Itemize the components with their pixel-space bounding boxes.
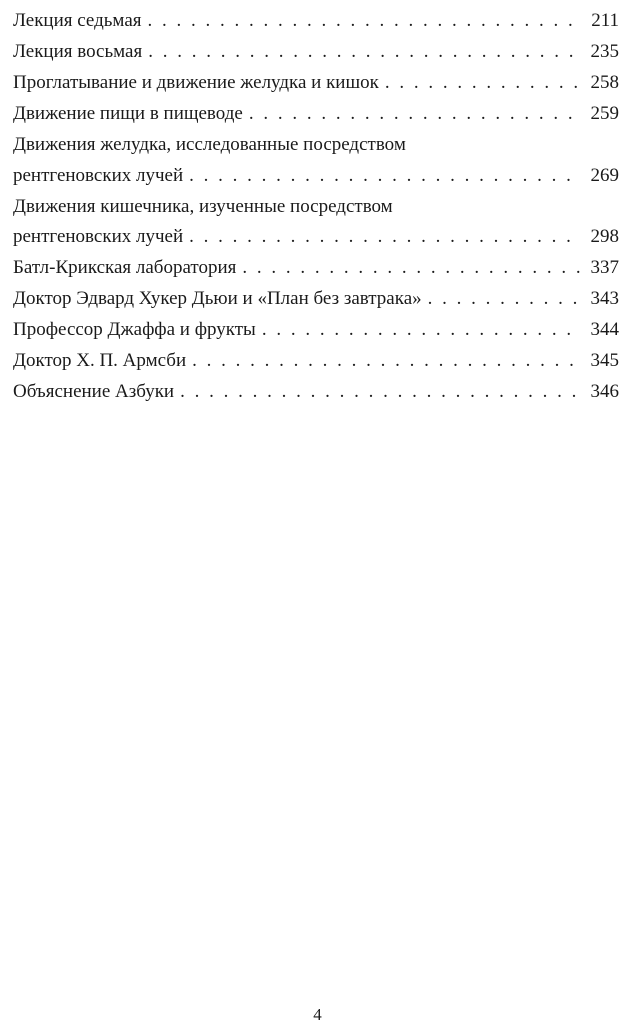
- toc-entry-page: 269: [590, 164, 619, 186]
- toc-entry-row: [13, 161, 619, 192]
- toc-entry[interactable]: [13, 253, 619, 284]
- toc-entry[interactable]: [13, 99, 619, 130]
- toc-entry[interactable]: [13, 37, 619, 68]
- dot-leader: [385, 68, 581, 99]
- toc-entry-row: [13, 68, 619, 99]
- toc-entry-row: [13, 346, 619, 377]
- toc-entry-title-line: Движения кишечника, изученные посредством: [13, 195, 393, 217]
- toc-entry-title: Движение пищи в пищеводе: [13, 103, 243, 124]
- toc-entry-title: рентгеновских лучей: [13, 164, 184, 186]
- toc-entry-title: Профессор Джаффа и фрукты: [13, 319, 256, 340]
- dot-leader: [148, 6, 582, 37]
- toc-entry-row: [13, 315, 619, 346]
- toc-entry-row: [13, 99, 619, 130]
- toc-entry-title: Доктор Эдвард Хукер Дьюи и «План без завтрака»: [13, 288, 422, 309]
- dot-leader: [189, 222, 581, 253]
- toc-entry[interactable]: [13, 284, 619, 315]
- table-of-contents: [13, 6, 619, 408]
- toc-entry[interactable]: [13, 192, 619, 253]
- toc-entry-title-line: Движения желудка, исследованные посредством: [13, 134, 406, 155]
- toc-entry-row: [13, 6, 619, 37]
- toc-entry-page: 344: [590, 319, 619, 340]
- dot-leader: [262, 315, 581, 346]
- toc-entry-title: Батл-Крикская лаборатория: [13, 257, 237, 278]
- toc-entry-page: 346: [590, 381, 619, 402]
- toc-entry-title: Объяснение Азбуки: [13, 381, 175, 402]
- toc-entry-row: [13, 284, 619, 315]
- toc-entry-page: 258: [590, 72, 619, 93]
- toc-entry[interactable]: [13, 315, 619, 346]
- toc-entry[interactable]: [13, 130, 619, 191]
- toc-entry-page: 211: [591, 10, 619, 31]
- toc-entry[interactable]: [13, 6, 619, 37]
- toc-entry[interactable]: [13, 346, 619, 377]
- dot-leader: [180, 377, 581, 408]
- toc-entry-title: Лекция восьмая: [13, 41, 143, 62]
- dot-leader: [189, 161, 581, 192]
- toc-entry[interactable]: [13, 68, 619, 99]
- toc-entry-page: 259: [590, 103, 619, 124]
- toc-entry-page: 235: [590, 41, 619, 62]
- toc-entry[interactable]: [13, 377, 619, 408]
- dot-leader: [242, 253, 581, 284]
- page-number: 4: [313, 1005, 322, 1024]
- dot-leader: [428, 284, 581, 315]
- dot-leader: [192, 346, 581, 377]
- toc-entry-page: 337: [590, 257, 619, 278]
- toc-entry-page: 298: [590, 226, 619, 247]
- toc-entry-title: Лекция седьмая: [13, 10, 142, 31]
- toc-entry-page: 345: [590, 350, 619, 371]
- toc-entry-row: [13, 253, 619, 284]
- toc-entry-page: 343: [590, 288, 619, 309]
- toc-entry-title: рентгеновских лучей: [13, 226, 184, 247]
- dot-leader: [148, 37, 581, 68]
- toc-entry-row: [13, 222, 619, 253]
- toc-entry-row: [13, 37, 619, 68]
- dot-leader: [249, 99, 581, 130]
- toc-entry-title: Доктор Х. П. Армсби: [13, 350, 187, 371]
- toc-entry-title: Проглатывание и движение желудка и кишок: [13, 72, 379, 93]
- toc-entry-row: [13, 377, 619, 408]
